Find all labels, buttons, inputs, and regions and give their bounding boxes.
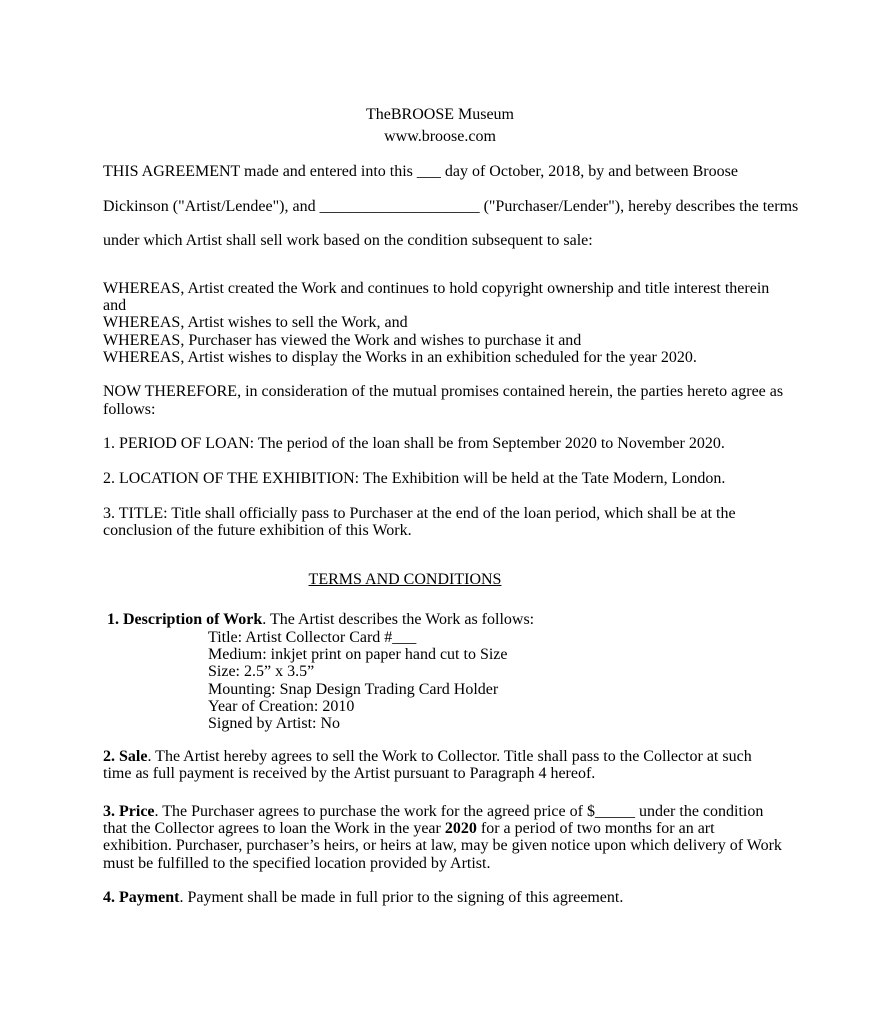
price-line (103, 803, 777, 820)
terms-and-conditions-heading (103, 571, 777, 588)
price-line: exhibition. Purchaser, purchaser’s heirs, or heirs at law, may be given notice upon which delivery of Work (103, 837, 782, 855)
whereas-clauses (103, 280, 777, 366)
price-line-post: for a period of two months for an art (476, 820, 715, 838)
work-detail-size: Size: 2.5” x 3.5” (208, 663, 315, 681)
clause-title (103, 505, 777, 540)
clause-location-of-exhibition: 2. LOCATION OF THE EXHIBITION: The Exhibition will be held at the Tate Modern, London. (103, 469, 726, 487)
section-payment (103, 889, 777, 906)
price-section-title: 3. Price (103, 802, 155, 820)
work-detail-title: Title: Artist Collector Card #___ (208, 628, 417, 646)
intro-line: Dickinson ("Artist/Lendee"), and ____________________ ("Purchaser/Lender"), hereby describes the terms (103, 197, 799, 215)
museum-website: www.broose.com (384, 128, 496, 145)
work-detail-medium: Medium: inkjet print on paper hand cut to Size (208, 646, 508, 664)
price-line: must be fulfilled to the specified location provided by Artist. (103, 854, 491, 872)
clause-title-line: 3. TITLE: Title shall officially pass to Purchaser at the end of the loan period, which shall be at the (103, 504, 736, 522)
price-line (103, 820, 777, 837)
description-section-title: 1. Description of Work (107, 611, 263, 629)
work-detail-year: Year of Creation: 2010 (208, 697, 355, 715)
section-price (103, 802, 782, 872)
sale-line (103, 748, 777, 765)
document-header (103, 104, 777, 148)
sale-section-title: 2. Sale (103, 748, 148, 766)
intro-line: under which Artist shall sell work based on the condition subsequent to sale: (103, 232, 593, 250)
terms-heading-text: TERMS AND CONDITIONS (308, 571, 502, 589)
sale-line-rest: . The Artist hereby agrees to sell the Work to Collector. Title shall pass to the Collector at such (147, 748, 752, 766)
section-sale (103, 748, 777, 783)
now-therefore-paragraph (103, 383, 784, 418)
now-therefore-line: NOW THEREFORE, in consideration of the mutual promises contained herein, the parties hereto agree as (103, 383, 784, 401)
section-description-of-work (103, 611, 777, 732)
intro-line: THIS AGREEMENT made and entered into this ___ day of October, 2018, by and between Broose (103, 163, 738, 180)
work-details-list (103, 629, 777, 733)
whereas-clause: WHEREAS, Artist wishes to display the Works in an exhibition scheduled for the year 2020. (103, 348, 697, 366)
whereas-clause: WHEREAS, Artist created the Work and continues to hold copyright ownership and title interest therein (103, 279, 770, 297)
price-year-bold: 2020 (444, 820, 477, 838)
payment-line-rest: . Payment shall be made in full prior to the signing of this agreement. (179, 889, 624, 907)
now-therefore-line: follows: (103, 400, 156, 418)
price-line-pre: that the Collector agrees to loan the Work in the year (103, 820, 445, 838)
description-lead-line (103, 611, 777, 628)
description-lead-rest: . The Artist describes the Work as follows: (262, 611, 535, 629)
whereas-clause-continuation: and (103, 297, 127, 315)
work-detail-signed: Signed by Artist: No (208, 715, 341, 733)
museum-name: TheBROOSE Museum (366, 106, 514, 123)
sale-line: time as full payment is received by the Artist pursuant to Paragraph 4 hereof. (103, 765, 596, 783)
work-detail-mounting: Mounting: Snap Design Trading Card Holder (208, 680, 499, 698)
payment-section-title: 4. Payment (103, 889, 180, 907)
clause-period-of-loan: 1. PERIOD OF LOAN: The period of the loan shall be from September 2020 to November 2020. (103, 435, 725, 453)
whereas-clause: WHEREAS, Artist wishes to sell the Work, and (103, 314, 408, 332)
whereas-clause: WHEREAS, Purchaser has viewed the Work and wishes to purchase it and (103, 331, 582, 349)
agreement-intro-paragraph (103, 155, 799, 259)
clause-title-line: conclusion of the future exhibition of this Work. (103, 521, 412, 539)
price-line-rest: . The Purchaser agrees to purchase the work for the agreed price of $_____ under the condition (154, 802, 764, 820)
